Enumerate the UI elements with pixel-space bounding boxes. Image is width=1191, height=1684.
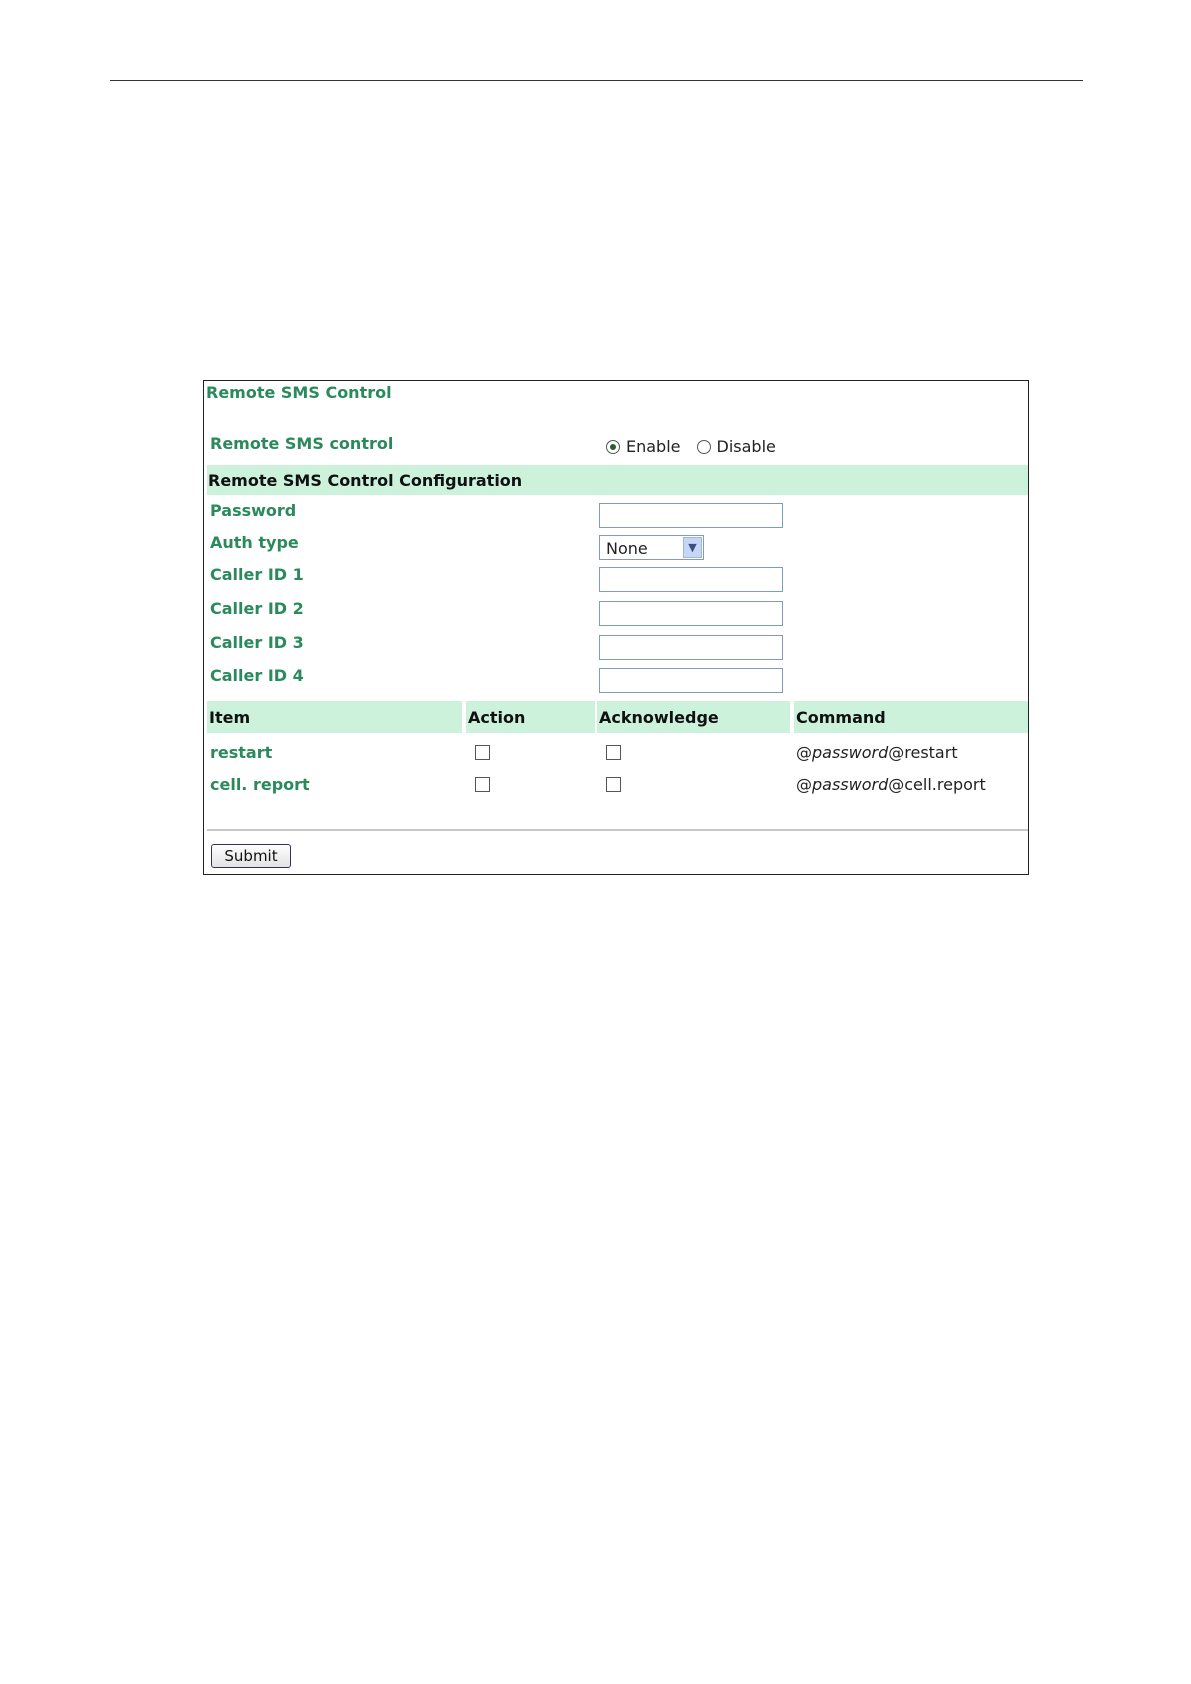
column-header-action (466, 701, 595, 733)
auth-type-selected-value: None (606, 539, 648, 558)
cell-report-command-prefix: @ (796, 775, 812, 794)
caller-id-1-input[interactable] (599, 567, 783, 592)
password-input[interactable] (599, 503, 783, 528)
enable-radio[interactable] (606, 440, 620, 454)
row-item-cell-report: cell. report (210, 775, 310, 794)
remote-sms-control-radio-group (606, 437, 792, 456)
disable-radio[interactable] (697, 440, 711, 454)
remote-sms-control-label: Remote SMS control (210, 434, 394, 453)
page-top-rule (110, 80, 1083, 81)
submit-button[interactable]: Submit (211, 844, 291, 868)
auth-type-label: Auth type (210, 533, 299, 552)
caller-id-3-input[interactable] (599, 635, 783, 660)
cell-report-command-param: password (812, 775, 889, 794)
restart-acknowledge-checkbox[interactable] (606, 745, 621, 760)
restart-command-prefix: @ (796, 743, 812, 762)
disable-radio-label[interactable]: Disable (716, 437, 776, 456)
chevron-down-icon[interactable]: ▼ (683, 537, 702, 558)
caller-id-4-input[interactable] (599, 668, 783, 693)
cell-report-command-suffix: @cell.report (888, 775, 986, 794)
enable-radio-label[interactable]: Enable (626, 437, 681, 456)
config-section-title: Remote SMS Control Configuration (208, 471, 523, 490)
config-section-header (207, 465, 1028, 495)
column-header-command (794, 701, 1028, 733)
caller-id-2-input[interactable] (599, 601, 783, 626)
caller-id-3-label: Caller ID 3 (210, 633, 304, 652)
column-header-action-label: Action (468, 708, 526, 727)
column-header-item (207, 701, 462, 733)
auth-type-select[interactable] (599, 535, 704, 560)
restart-command-suffix: @restart (888, 743, 958, 762)
caller-id-1-label: Caller ID 1 (210, 565, 304, 584)
remote-sms-control-panel (203, 380, 1029, 875)
restart-action-checkbox[interactable] (475, 745, 490, 760)
row-item-restart: restart (210, 743, 273, 762)
column-header-acknowledge-label: Acknowledge (599, 708, 719, 727)
caller-id-2-label: Caller ID 2 (210, 599, 304, 618)
panel-title: Remote SMS Control (206, 383, 392, 402)
caller-id-4-label: Caller ID 4 (210, 666, 304, 685)
restart-command-param: password (812, 743, 889, 762)
column-header-acknowledge (597, 701, 790, 733)
password-label: Password (210, 501, 297, 520)
cell-report-acknowledge-checkbox[interactable] (606, 777, 621, 792)
cell-report-command (796, 775, 986, 794)
cell-report-action-checkbox[interactable] (475, 777, 490, 792)
form-divider (207, 829, 1028, 831)
column-header-command-label: Command (796, 708, 886, 727)
restart-command (796, 743, 958, 762)
column-header-item-label: Item (209, 708, 251, 727)
